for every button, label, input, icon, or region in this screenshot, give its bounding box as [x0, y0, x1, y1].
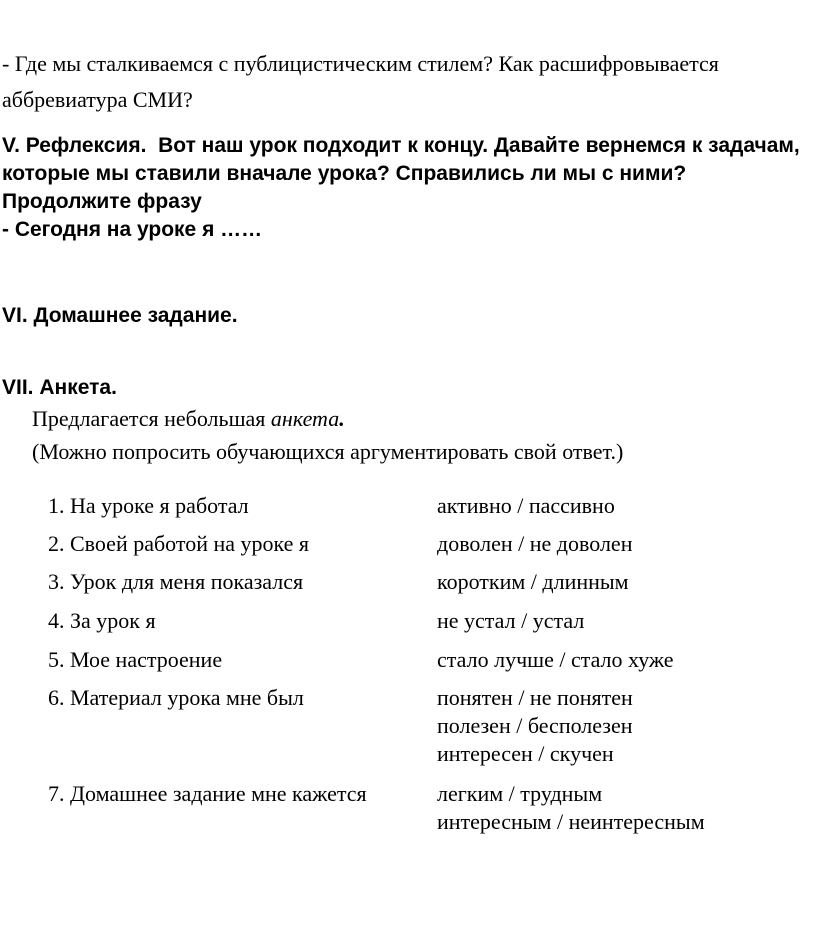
survey-question: 4. За урок я — [48, 608, 156, 633]
survey-answer-option: понятен / не понятен — [437, 685, 633, 710]
survey-answers — [437, 684, 633, 768]
survey-answer-option: интересен / скучен — [437, 741, 614, 766]
reflection-prompt: Продолжите фразу — [2, 190, 202, 213]
survey-intro-line — [32, 402, 623, 435]
survey-intro — [32, 402, 623, 468]
survey-answer-option: активно / пассивно — [437, 493, 615, 518]
intro-question: - Где мы сталкиваемся с публицистическим стилем? Как расшифровывается аббревиатура СМИ? — [2, 51, 719, 112]
survey-answer-option: легким / трудным — [437, 781, 603, 806]
survey-intro-italic: анкета — [270, 406, 340, 431]
survey-answer-option: коротким / длинным — [437, 569, 629, 594]
reflection-text: Вот наш урок подходит к концу. Давайте вернемся к задачам, которые мы ставили вначале урока? Справились ли мы с ними? — [2, 134, 800, 185]
survey-answers — [437, 492, 615, 520]
reflection-heading: V. Рефлексия. — [2, 134, 147, 157]
survey-answers — [437, 530, 632, 558]
survey-question: 1. На уроке я работал — [48, 493, 249, 518]
survey-answer-option: полезен / бесполезен — [437, 713, 633, 738]
survey-question: 2. Своей работой на уроке я — [48, 531, 310, 556]
survey-answers — [437, 607, 584, 635]
survey-intro-prefix: Предлагается небольшая — [32, 406, 271, 431]
survey-heading: VII. Анкета. — [2, 376, 117, 399]
survey-answer-option: не устал / устал — [437, 608, 585, 633]
survey-intro-suffix: . — [339, 406, 345, 431]
survey-answer-option: стало лучше / стало хуже — [437, 647, 674, 672]
survey-question: 3. Урок для меня показался — [48, 569, 304, 594]
survey-note: (Можно попросить обучающихся аргументировать свой ответ.) — [32, 439, 624, 464]
survey-question: 5. Мое настроение — [48, 647, 223, 672]
survey-answer-option: доволен / не доволен — [437, 531, 633, 556]
reflection-section — [2, 132, 802, 244]
reflection-phrase: - Сегодня на уроке я …… — [2, 218, 263, 241]
survey-answers — [437, 646, 674, 674]
survey-answer-option: интересным / неинтересным — [437, 809, 705, 834]
survey-answers — [437, 780, 705, 836]
survey-question: 6. Материал урока мне был — [48, 685, 304, 710]
homework-heading: VI. Домашнее задание. — [2, 304, 238, 327]
survey-answers — [437, 568, 629, 596]
survey-question: 7. Домашнее задание мне кажется — [48, 781, 367, 806]
